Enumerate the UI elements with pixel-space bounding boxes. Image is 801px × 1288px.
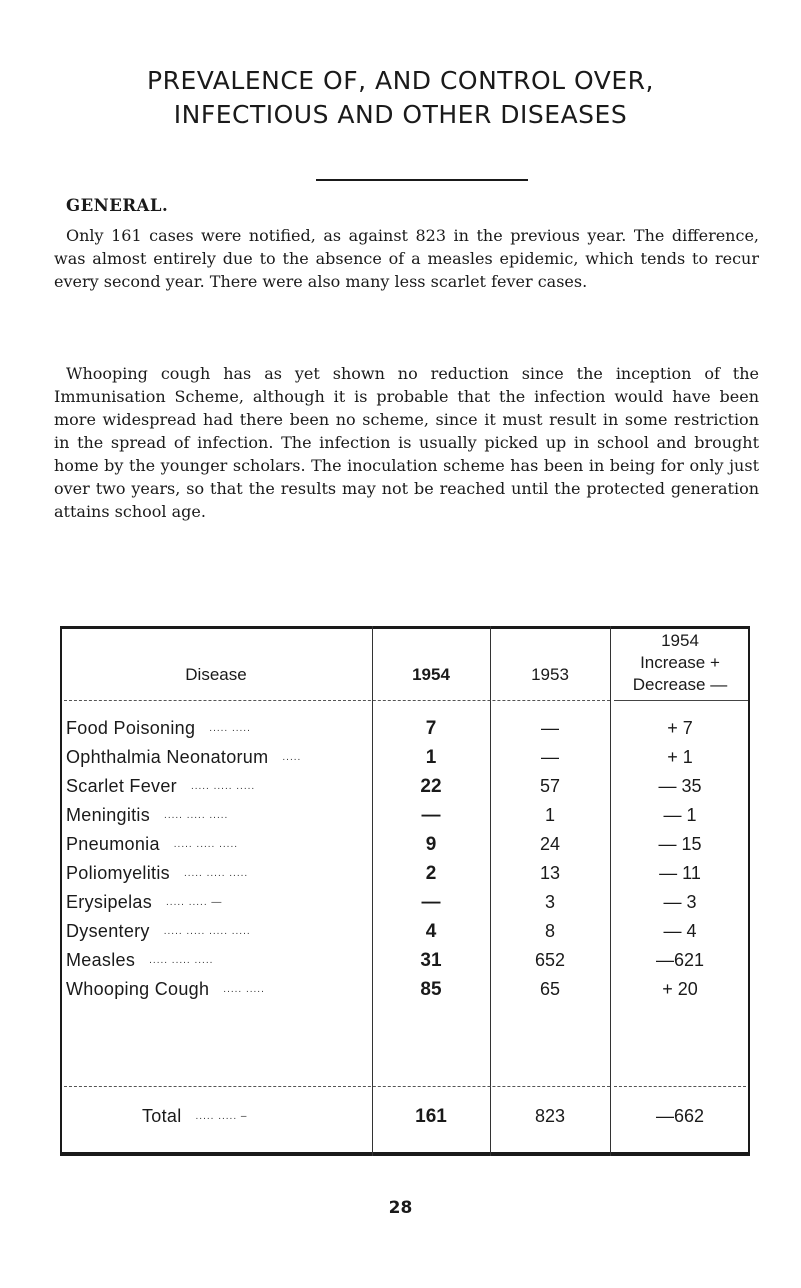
cases-difference: — 4	[663, 921, 697, 941]
total-separator	[614, 1086, 746, 1087]
cases-1954: 1	[425, 747, 437, 768]
disease-name	[66, 776, 366, 797]
cases-difference: + 1	[667, 747, 693, 767]
leader-dots: ..... ..... .....	[183, 868, 249, 879]
cases-1953: —	[541, 718, 559, 738]
disease-label: Pneumonia	[66, 834, 160, 854]
disease-name	[66, 950, 366, 971]
cases-1953: 652	[534, 950, 566, 970]
header-difference	[610, 630, 750, 696]
header-difference-increase: Increase +	[640, 653, 720, 672]
cases-difference: — 1	[663, 805, 697, 825]
cases-1954: 2	[425, 863, 437, 884]
disease-name	[66, 718, 366, 739]
cases-1953: 24	[539, 834, 561, 854]
table-row	[56, 950, 750, 979]
cases-1953: 8	[544, 921, 555, 941]
cases-1954: 4	[425, 921, 437, 942]
page-number: 28	[388, 1198, 413, 1218]
paragraph-1: Only 161 cases were notified, as against 823 in the previous year. The difference, was almost entirely due to the absence of a measles epidemic, which tends to recur every second year. There were also many less scarlet fever cases.	[54, 226, 759, 291]
disease-label: Dysentery	[66, 921, 150, 941]
total-1954: 161	[415, 1106, 447, 1127]
disease-label: Scarlet Fever	[66, 776, 177, 796]
header-disease: Disease	[185, 665, 247, 684]
header-difference-decrease: Decrease —	[632, 675, 728, 694]
cases-1954: 85	[420, 979, 442, 1000]
disease-label: Ophthalmia Neonatorum	[66, 747, 269, 767]
cases-1954: 31	[420, 950, 442, 971]
cases-1953: 3	[544, 892, 555, 912]
header-separator	[64, 700, 610, 701]
leader-dots: ..... .....	[209, 723, 251, 734]
cases-1954: 7	[425, 718, 437, 739]
header-1954: 1954	[412, 665, 450, 684]
leader-dots: ..... ..... .....	[190, 781, 256, 792]
table-row	[56, 979, 750, 1008]
disease-label: Whooping Cough	[66, 979, 210, 999]
cases-1953: —	[541, 747, 559, 767]
table-row	[56, 834, 750, 863]
disease-name	[66, 834, 366, 855]
table-row	[56, 892, 750, 921]
disease-label: Meningitis	[66, 805, 151, 825]
table-row	[56, 747, 750, 776]
leader-dots: ..... ..... —	[166, 897, 223, 908]
leader-dots: .....	[282, 752, 302, 763]
cases-1954: 9	[425, 834, 437, 855]
cases-difference: —621	[655, 950, 705, 970]
disease-label: Poliomyelitis	[66, 863, 170, 883]
cases-1954: 22	[420, 776, 442, 797]
table-bottom-border	[60, 1152, 750, 1156]
table-row	[56, 718, 750, 747]
disease-name	[66, 921, 366, 942]
leader-dots: ..... ..... –	[195, 1111, 248, 1122]
cases-difference: + 20	[662, 979, 698, 999]
leader-dots: ..... ..... .....	[149, 955, 214, 966]
table-top-border	[60, 626, 750, 629]
disease-name	[66, 805, 366, 826]
page-title-line-2: INFECTIOUS AND OTHER DISEASES	[173, 100, 628, 129]
total-separator	[64, 1086, 610, 1087]
table-row	[56, 863, 750, 892]
total-row	[56, 1106, 750, 1135]
cases-difference: + 7	[667, 718, 693, 738]
leader-dots: ..... ..... .....	[164, 810, 229, 821]
header-difference-year: 1954	[661, 631, 699, 650]
disease-label: Erysipelas	[66, 892, 153, 912]
cases-1953: 13	[539, 863, 561, 883]
cases-difference: — 15	[658, 834, 702, 854]
title-divider	[316, 179, 528, 181]
cases-1954: —	[421, 805, 441, 826]
disease-label: Measles	[66, 950, 136, 970]
leader-dots: ..... .....	[223, 984, 265, 995]
total-difference: —662	[655, 1106, 705, 1126]
disease-label: Food Poisoning	[66, 718, 196, 738]
cases-difference: — 11	[659, 863, 701, 883]
table-row	[56, 776, 750, 805]
paragraph-2: Whooping cough has as yet shown no reduction since the inception of the Immunisation Scheme, although it is probable that the infection would have been more widespread had there been no scheme, since it must result in some restriction in the spread of infection. The infection is usually picked up in school and brought home by the younger scholars. The inoculation scheme has been in being for only just over two years, so that the results may not be reached until the protected generation attains school age.	[54, 364, 759, 521]
leader-dots: ..... ..... .....	[173, 839, 238, 850]
header-separator	[614, 700, 748, 701]
cases-1953: 57	[539, 776, 561, 796]
disease-name	[66, 747, 366, 768]
disease-name	[66, 863, 366, 884]
cases-1954: —	[421, 892, 441, 913]
cases-1953: 1	[544, 805, 555, 825]
disease-name	[66, 979, 366, 1000]
table-row	[56, 805, 750, 834]
section-heading: GENERAL.	[66, 196, 169, 215]
leader-dots: ..... ..... ..... .....	[163, 926, 251, 937]
total-label-text: Total	[142, 1106, 182, 1126]
total-1953: 823	[534, 1106, 566, 1126]
cases-1953: 65	[539, 979, 561, 999]
cases-difference: — 35	[658, 776, 702, 796]
disease-table	[56, 626, 750, 1156]
page-title-line-1: PREVALENCE OF, AND CONTROL OVER,	[147, 66, 654, 95]
table-row	[56, 921, 750, 950]
cases-difference: — 3	[663, 892, 697, 912]
disease-name	[66, 892, 366, 913]
header-1953: 1953	[531, 665, 569, 684]
